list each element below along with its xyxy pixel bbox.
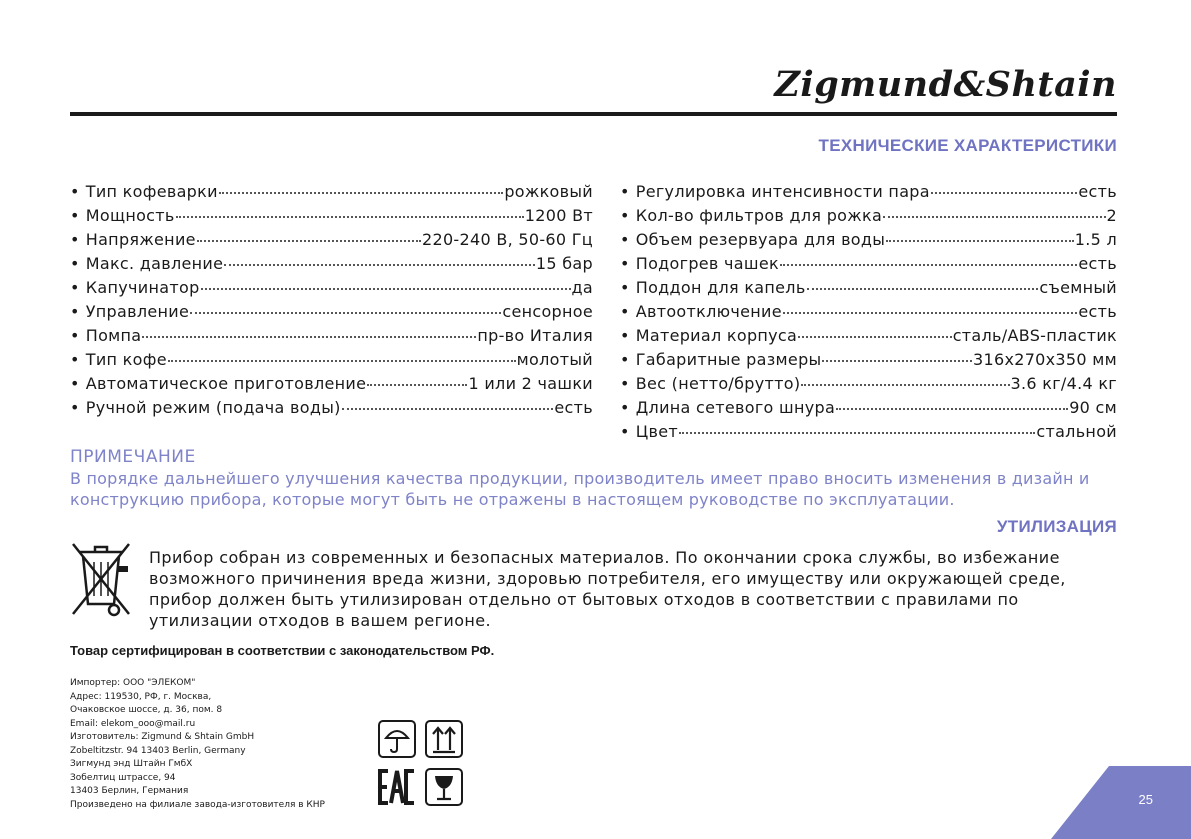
spec-label: Кол-во фильтров для рожка xyxy=(635,206,883,225)
spec-value: 3.6 кг/4.4 кг xyxy=(1010,374,1117,393)
dot-leader xyxy=(168,342,516,362)
dot-leader xyxy=(780,246,1077,266)
spec-value: есть xyxy=(1078,254,1117,273)
dot-leader xyxy=(224,246,535,266)
fragile-glass-icon xyxy=(425,768,463,806)
dot-leader xyxy=(807,270,1039,290)
spec-label: Макс. давление xyxy=(85,254,224,273)
page-number: 25 xyxy=(1138,792,1153,807)
dot-leader xyxy=(197,222,421,242)
specs-title: ТЕХНИЧЕСКИЕ ХАРАКТЕРИСТИКИ xyxy=(818,136,1117,155)
spec-value: сталь/ABS-пластик xyxy=(952,326,1117,345)
spec-label: Регулировка интенсивности пара xyxy=(635,182,930,201)
spec-label: Поддон для капель xyxy=(635,278,806,297)
specs-list-right xyxy=(620,177,1117,441)
page-corner-tab xyxy=(1051,766,1191,839)
spec-value: 316x270x350 мм xyxy=(973,350,1117,369)
spec-label: Управление xyxy=(85,302,190,321)
brand-logo: Zigmund&Shtain xyxy=(774,64,1117,105)
umbrella-icon xyxy=(378,720,416,758)
spec-label: Материал корпуса xyxy=(635,326,798,345)
spec-label: Напряжение xyxy=(85,230,196,249)
specs-list-left xyxy=(70,177,593,417)
spec-value: сенсорное xyxy=(502,302,593,321)
bullet-icon: • xyxy=(70,278,80,297)
bullet-icon: • xyxy=(620,350,630,369)
spec-label: Автоматическое приготовление xyxy=(85,374,367,393)
dot-leader xyxy=(783,294,1078,314)
spec-value: молотый xyxy=(516,350,593,369)
spec-row xyxy=(70,393,593,417)
spec-label: Подогрев чашек xyxy=(635,254,779,273)
bullet-icon: • xyxy=(620,422,630,441)
spec-value: 2 xyxy=(1106,206,1117,225)
spec-value: есть xyxy=(554,398,593,417)
spec-label: Ручной режим (подача воды) xyxy=(85,398,341,417)
spec-label: Капучинатор xyxy=(85,278,200,297)
importer-line: 13403 Берлин, Германия xyxy=(70,786,189,796)
bullet-icon: • xyxy=(70,350,80,369)
bullet-icon: • xyxy=(620,326,630,345)
bullet-icon: • xyxy=(620,302,630,321)
bullet-icon: • xyxy=(620,254,630,273)
crossed-bin-icon xyxy=(70,538,132,620)
dot-leader xyxy=(886,222,1074,242)
spec-value: 1200 Вт xyxy=(524,206,593,225)
bullet-icon: • xyxy=(620,374,630,393)
bullet-icon: • xyxy=(620,206,630,225)
importer-line: Произведено на филиале завода-изготовителя в КНР xyxy=(70,799,325,810)
bullet-icon: • xyxy=(70,326,80,345)
spec-value: 90 см xyxy=(1069,398,1117,417)
dot-leader xyxy=(822,342,972,362)
bullet-icon: • xyxy=(620,182,630,201)
dot-leader xyxy=(798,318,952,338)
spec-value: есть xyxy=(1078,182,1117,201)
bullet-icon: • xyxy=(70,398,80,417)
dot-leader xyxy=(219,174,504,194)
importer-line: Очаковское шоссе, д. 36, пом. 8 xyxy=(70,705,223,715)
bullet-icon: • xyxy=(70,302,80,321)
spec-label: Тип кофеварки xyxy=(85,182,218,201)
importer-line: Изготовитель: Zigmund & Shtain GmbH xyxy=(70,732,255,742)
note-title: ПРИМЕЧАНИЕ xyxy=(70,447,196,467)
spec-value: стальной xyxy=(1036,422,1117,441)
importer-line: Адрес: 119530, РФ, г. Москва, xyxy=(70,691,212,702)
dot-leader xyxy=(142,318,476,338)
spec-label: Вес (нетто/брутто) xyxy=(635,374,801,393)
certification-text: Товар сертифицирован в соответствии с законодательством РФ. xyxy=(70,643,495,658)
spec-label: Габаритные размеры xyxy=(635,350,822,369)
spec-label: Цвет xyxy=(635,422,678,441)
dot-leader xyxy=(176,198,524,218)
dot-leader xyxy=(190,294,501,314)
spec-value: пр-во Италия xyxy=(477,326,593,345)
spec-label: Автоотключение xyxy=(635,302,782,321)
dot-leader xyxy=(367,366,467,386)
spec-row xyxy=(620,417,1117,441)
bullet-icon: • xyxy=(70,254,80,273)
disposal-title: УТИЛИЗАЦИЯ xyxy=(996,517,1117,536)
bullet-icon: • xyxy=(620,278,630,297)
header-rule xyxy=(70,112,1117,116)
spec-value: 220-240 В, 50-60 Гц xyxy=(421,230,593,249)
dot-leader xyxy=(836,390,1068,410)
bullet-icon: • xyxy=(620,230,630,249)
dot-leader xyxy=(801,366,1009,386)
spec-value: 1.5 л xyxy=(1074,230,1117,249)
importer-line: Зобелтиц штрассе, 94 xyxy=(70,772,176,783)
dot-leader xyxy=(201,270,571,290)
dot-leader xyxy=(883,198,1105,218)
bullet-icon: • xyxy=(70,206,80,225)
spec-value: да xyxy=(571,278,593,297)
spec-label: Помпа xyxy=(85,326,142,345)
bullet-icon: • xyxy=(70,182,80,201)
disposal-text: Прибор собран из современных и безопасных материалов. По окончании срока службы, во избежание возможного причинения вреда жизни, здоровью потребителя, его имуществу или окружающей среде, прибор должен быть утилизирован отдельно от бытовых отходов в соответствии с правилами по утилизации отходов в вашем регионе. xyxy=(149,548,1066,630)
dot-leader xyxy=(931,174,1078,194)
dot-leader xyxy=(342,390,554,410)
bullet-icon: • xyxy=(70,230,80,249)
spec-label: Тип кофе xyxy=(85,350,167,369)
spec-label: Объем резервуара для воды xyxy=(635,230,886,249)
spec-label: Длина сетевого шнура xyxy=(635,398,836,417)
importer-line: Импортер: ООО "ЭЛЕКОМ" xyxy=(70,678,196,688)
spec-label: Мощность xyxy=(85,206,175,225)
spec-value: съемный xyxy=(1039,278,1117,297)
bullet-icon: • xyxy=(70,374,80,393)
spec-value: рожковый xyxy=(504,182,593,201)
importer-info xyxy=(70,677,325,812)
note-text: В порядке дальнейшего улучшения качества продукции, производитель имеет право вносить изменения в дизайн и конструкцию прибора, которые могут быть не отражены в настоящем руководстве по эксплуатации. xyxy=(70,469,1090,509)
bullet-icon: • xyxy=(620,398,630,417)
importer-line: Зигмунд энд Штайн ГмбХ xyxy=(70,759,193,769)
spec-value: 1 или 2 чашки xyxy=(468,374,593,393)
spec-value: есть xyxy=(1078,302,1117,321)
eac-mark-icon xyxy=(378,768,416,806)
dot-leader xyxy=(679,414,1035,434)
this-side-up-icon xyxy=(425,720,463,758)
spec-value: 15 бар xyxy=(535,254,593,273)
importer-line: Zobeltitzstr. 94 13403 Berlin, Germany xyxy=(70,745,246,756)
importer-line: Email: elekom_ooo@mail.ru xyxy=(70,718,196,729)
spec-row xyxy=(70,345,593,369)
